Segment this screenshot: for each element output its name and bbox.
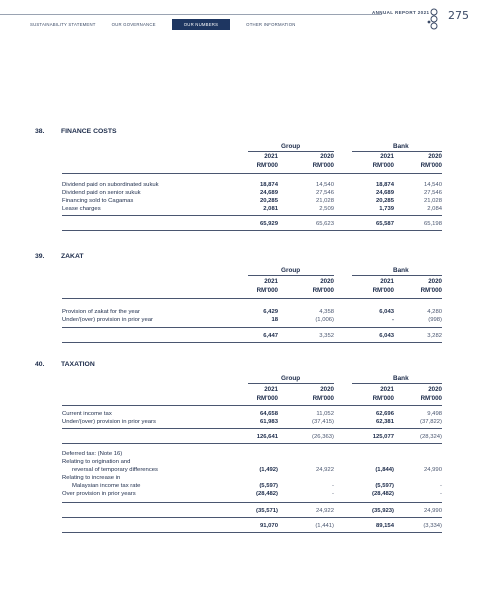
subtotal-row: 126,641 (26,363) 125,077 (28,324)	[256, 434, 442, 440]
total-bottom-rule	[62, 342, 442, 343]
deferred-total-top-rule	[62, 502, 442, 503]
table-row: Malaysian income tax rate (5,597) - (5,597) -	[72, 483, 442, 489]
nav-tab-other-information[interactable]: OTHER INFORMATION	[246, 22, 296, 27]
logo-icon	[426, 8, 442, 30]
table-row: Financing sold to Cagamas 20,285 21,028 20,285 21,028	[62, 198, 442, 204]
nav-tab-sustainability[interactable]: SUSTAINABILITY STATEMENT	[30, 22, 96, 27]
table-row: reversal of temporary differences (1,492) 24,922 (1,844) 24,990	[72, 467, 442, 473]
total-row: 6,447 3,352 6,043 3,282	[263, 333, 442, 339]
table-row: Current income tax 64,658 11,052 62,696 9,498	[62, 411, 442, 417]
header-bottom-rule	[62, 298, 442, 299]
nav-tab-our-numbers[interactable]: OUR NUMBERS	[172, 19, 230, 30]
header-rule	[0, 14, 382, 15]
col-bank-2020: 2020 RM'000	[420, 153, 442, 169]
section-title: 40. TAXATION	[35, 361, 95, 368]
deferred-subheading: Relating to origination and	[62, 459, 131, 465]
section-nav	[30, 19, 312, 30]
table-row: Under/(over) provision in prior year 18 (1,006) - (998)	[62, 317, 442, 323]
bank-heading: Bank	[393, 143, 409, 150]
bank-heading-rule	[352, 383, 442, 384]
nav-tab-governance[interactable]: OUR GOVERNANCE	[111, 22, 156, 27]
col-group-2020: 2020 RM'000	[312, 386, 334, 402]
group-heading-rule	[248, 275, 334, 276]
grand-total-row: 91,070 (1,441) 89,154 (3,334)	[259, 523, 442, 529]
group-heading: Group	[281, 375, 301, 382]
col-group-2021: 2021 RM'000	[256, 278, 278, 294]
subtotal-bottom-rule	[62, 443, 442, 444]
col-group-2021: 2021 RM'000	[256, 386, 278, 402]
page-number: 275	[448, 9, 469, 22]
table-row: Dividend paid on subordinated sukuk 18,874 14,540 18,874 14,540	[62, 182, 442, 188]
total-top-rule	[62, 327, 442, 328]
bank-heading: Bank	[393, 375, 409, 382]
col-bank-2021: 2021 RM'000	[372, 386, 394, 402]
group-heading-rule	[248, 383, 334, 384]
deferred-subheading: Relating to increase in	[62, 475, 121, 481]
deferred-total-row: (35,571) 24,922 (35,923) 24,990	[256, 508, 442, 514]
total-top-rule	[62, 215, 442, 216]
total-bottom-rule	[62, 230, 442, 231]
bank-heading: Bank	[393, 267, 409, 274]
col-bank-2020: 2020 RM'000	[420, 278, 442, 294]
table-row: Under/(over) provision in prior years 61,983 (37,415) 62,381 (37,822)	[62, 419, 442, 425]
bank-heading-rule	[352, 275, 442, 276]
section-title: 39. ZAKAT	[35, 253, 84, 260]
table-row: Lease charges 2,081 2,509 1,739 2,084	[62, 206, 442, 212]
table-row: Over provision in prior years (28,482) - (28,482) -	[62, 491, 442, 497]
total-row: 65,929 65,623 65,587 65,198	[259, 221, 442, 227]
table-row: Provision of zakat for the year 6,429 4,358 6,043 4,280	[62, 309, 442, 315]
grand-total-bottom-rule	[62, 532, 442, 533]
group-heading: Group	[281, 143, 301, 150]
header-bottom-rule	[62, 173, 442, 174]
col-group-2020: 2020 RM'000	[312, 153, 334, 169]
deferred-heading: Deferred tax: (Note 16)	[62, 451, 123, 457]
col-group-2020: 2020 RM'000	[312, 278, 334, 294]
header-bottom-rule	[62, 405, 442, 406]
report-label: ANNUAL REPORT 2021	[372, 10, 430, 15]
deferred-total-bottom-rule	[62, 517, 442, 518]
col-group-2021: 2021 RM'000	[256, 153, 278, 169]
col-bank-2020: 2020 RM'000	[420, 386, 442, 402]
col-bank-2021: 2021 RM'000	[372, 153, 394, 169]
group-heading: Group	[281, 267, 301, 274]
section-title: 38. FINANCE COSTS	[35, 128, 117, 135]
subtotal-top-rule	[62, 428, 442, 429]
col-bank-2021: 2021 RM'000	[372, 278, 394, 294]
table-row: Dividend paid on senior sukuk 24,689 27,546 24,689 27,546	[62, 190, 442, 196]
